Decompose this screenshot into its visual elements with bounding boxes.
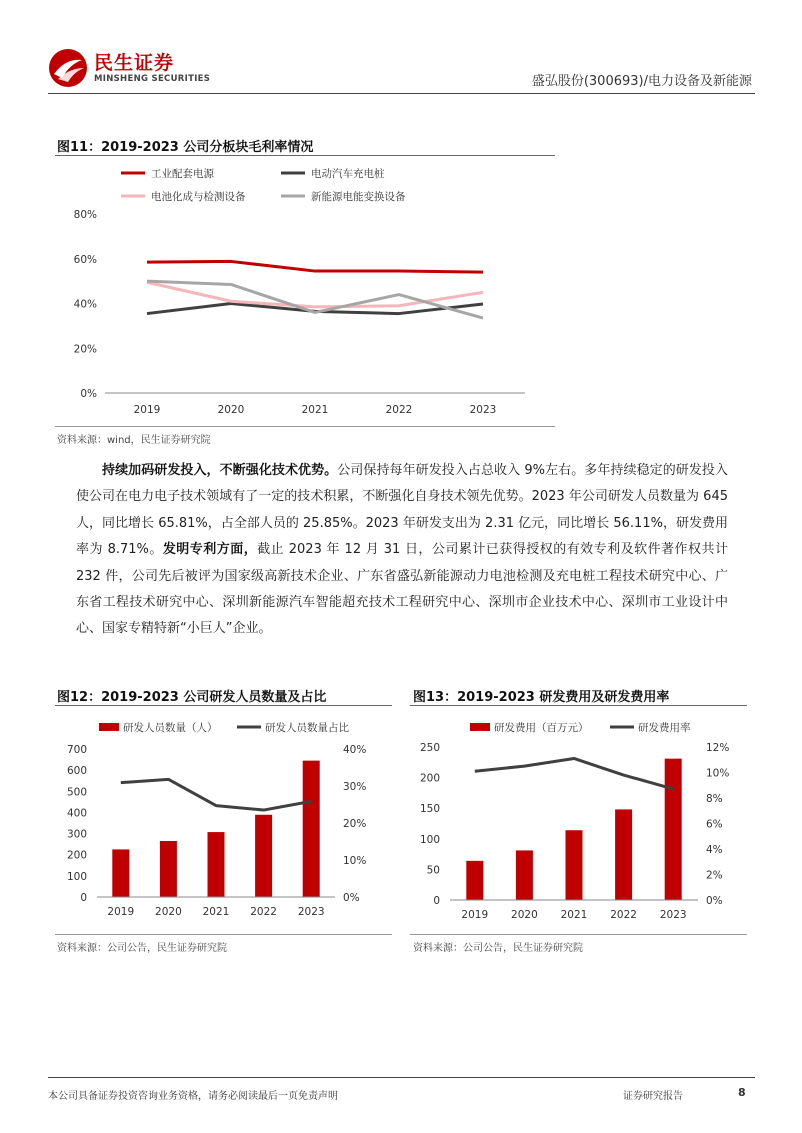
figure12-bottom-rule [55,934,392,935]
left-axis-tick-label: 0 [433,895,440,907]
paragraph-heading: 持续加码研发投入，不断强化技术优势。 [102,463,338,478]
bar-2021 [566,830,583,900]
left-axis-tick-label: 150 [419,803,440,816]
x-tick-label: 2021 [560,909,588,921]
right-axis-tick-label: 10% [706,767,730,780]
y-tick-label: 20% [73,343,97,356]
left-axis-tick-label: 400 [66,807,87,820]
bar-2023 [665,759,682,900]
left-axis-tick-label: 600 [66,765,87,778]
legend-label-2: 电动汽车充电桩 [311,168,385,180]
left-axis-tick-label: 100 [66,870,87,883]
logo-english-name: MINSHENG SECURITIES [94,74,211,84]
figure12-source: 资料来源：公司公告，民生证券研究院 [57,943,227,954]
left-axis-tick-label: 0 [80,892,87,904]
ratio-line [475,758,673,788]
footer-disclaimer: 本公司具备证券投资咨询业务资格，请务必阅读最后一页免责声明 [48,1091,338,1102]
x-tick-label: 2023 [297,906,325,918]
right-axis-tick-label: 40% [343,744,367,756]
y-tick-label: 60% [73,253,97,266]
figure13-title: 图13：2019-2023 研发费用及研发费用率 [413,690,670,705]
right-axis-tick-label: 0% [706,895,723,907]
figure11-bottom-rule [55,426,555,427]
legend-bar-label: 研发费用（百万元） [494,722,589,734]
figure12-chart [55,706,392,934]
x-tick-label: 2022 [385,404,413,416]
paragraph-text-1: 公司保持每年研发投入占总收入 9%左右。多年持续稳定的研发投入使公司在电力电子技术领域有了一定的技术积累，不断强化自身技术领先优势。2023 年公司研发人员数量为 645 人，同比增长 65.81%，占全部人员的 25.85%。2023 年研发支出为 2.31 亿元，同比增长 56.11%，研发费用率为 8.71%。 [76,463,728,558]
figure11-source: 资料来源：wind，民生证券研究院 [57,435,211,446]
y-tick-label: 0% [80,388,97,400]
paragraph-text-2: 截止 2023 年 12 月 31 日，公司累计已获得授权的有效专利及软件著作权共计 232 件，公司先后被评为国家级高新技术企业、广东省盛弘新能源动力电池检测及充电桩工程技术研究中心、广东省工程技术研究中心、深圳新能源汽车智能超充技术工程研究中心、深圳市企业技术中心、深圳市工业设计中心、国家专精特新“小巨人”企业。 [76,542,728,637]
bar-2020 [160,841,177,897]
left-axis-tick-label: 500 [66,786,87,799]
figure11-title: 图11：2019-2023 公司分板块毛利率情况 [57,140,314,155]
ratio-line [121,779,311,810]
x-tick-label: 2019 [133,404,161,416]
paragraph-patent-heading: 发明专利方面， [162,542,258,558]
right-axis-tick-label: 2% [706,869,723,882]
figure12-title: 图12：2019-2023 公司研发人员数量及占比 [57,690,327,705]
x-tick-label: 2020 [217,404,245,416]
bar-2021 [208,832,225,897]
y-tick-label: 80% [73,209,97,221]
left-axis-tick-label: 200 [66,849,87,862]
x-tick-label: 2022 [610,909,637,921]
minsheng-logo-icon [48,48,88,88]
bar-2019 [112,849,129,897]
figure13-chart [410,706,747,934]
figure13-source: 资料来源：公司公告，民生证券研究院 [413,943,583,954]
right-axis-tick-label: 4% [706,844,723,856]
left-axis-tick-label: 300 [66,828,87,841]
bar-2023 [303,761,320,897]
legend-bar-swatch [99,723,119,731]
figure11-chart [55,156,555,426]
x-tick-label: 2020 [155,906,182,918]
right-axis-tick-label: 10% [343,855,367,867]
bar-2022 [615,809,632,900]
x-tick-label: 2021 [202,906,230,918]
left-axis-tick-label: 700 [66,744,87,756]
legend-label-1: 工业配套电源 [151,168,214,180]
page-number: 8 [738,1086,746,1099]
bar-2020 [516,850,533,900]
x-tick-label: 2019 [461,909,489,921]
left-axis-tick-label: 100 [419,833,440,846]
legend-label-3: 电池化成与检测设备 [151,191,246,203]
body-paragraph [76,458,728,643]
figure13-bottom-rule [410,934,747,935]
legend-bar-label: 研发人员数量（人） [123,722,218,734]
x-tick-label: 2023 [659,909,687,921]
right-axis-tick-label: 0% [343,892,360,904]
x-tick-label: 2022 [250,906,277,918]
bar-2022 [255,815,272,897]
report-subject: 盛弘股份(300693)/电力设备及新能源 [531,74,752,89]
x-tick-label: 2021 [301,404,329,416]
legend-label-4: 新能源电能变换设备 [311,191,406,203]
legend-line-label: 研发人员数量占比 [265,722,349,734]
logo-chinese-name: 民生证券 [94,52,175,74]
right-axis-tick-label: 12% [706,742,730,754]
legend-line-label: 研发费用率 [638,722,691,734]
x-tick-label: 2023 [469,404,497,416]
x-tick-label: 2020 [511,909,538,921]
left-axis-tick-label: 200 [419,772,440,785]
left-axis-tick-label: 250 [419,742,440,754]
x-tick-label: 2019 [107,906,135,918]
page-header [0,0,802,100]
y-tick-label: 40% [73,298,97,311]
header-divider [48,93,755,94]
bar-2019 [466,861,483,900]
right-axis-tick-label: 6% [706,818,723,831]
footer-divider [48,1077,755,1078]
left-axis-tick-label: 50 [426,864,440,877]
right-axis-tick-label: 30% [343,781,367,793]
right-axis-tick-label: 8% [706,793,723,805]
footer-report-type: 证券研究报告 [623,1091,683,1102]
legend-bar-swatch [470,723,490,731]
series-line-1 [147,261,483,272]
right-axis-tick-label: 20% [343,818,367,830]
